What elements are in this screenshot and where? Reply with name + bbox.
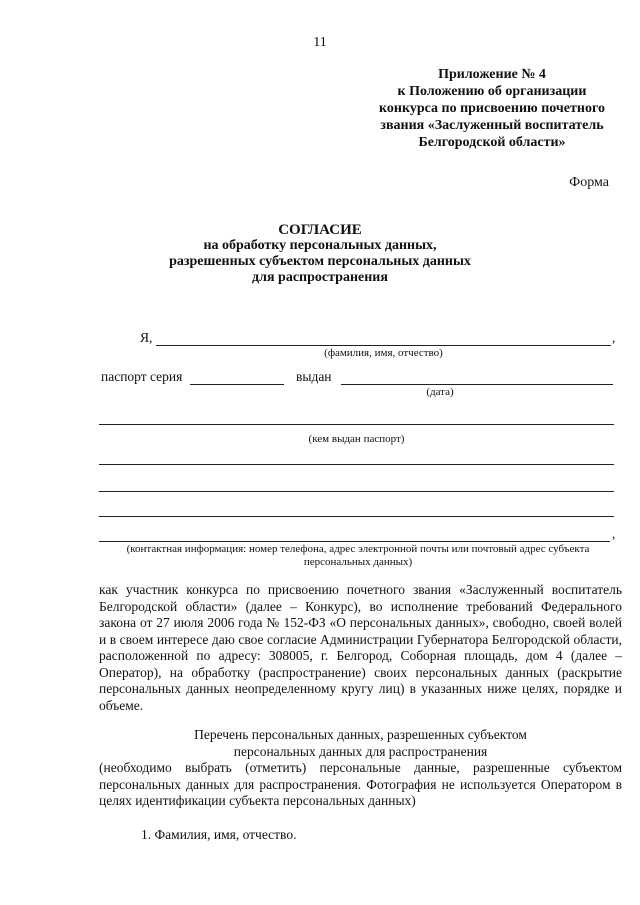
title-line: на обработку персональных данных, <box>203 238 437 253</box>
passport-series-label: паспорт серия <box>101 369 183 384</box>
form-label: Форма <box>569 175 609 190</box>
issued-by-caption: (кем выдан паспорт) <box>308 433 405 445</box>
contact-comma: , <box>612 526 616 541</box>
appendix-header <box>352 66 632 151</box>
title-main: СОГЛАСИЕ <box>278 222 362 238</box>
issued-date-field[interactable] <box>341 384 613 385</box>
contact-field-line[interactable] <box>99 491 614 492</box>
i-label: Я, <box>140 330 153 345</box>
list-heading <box>99 727 622 760</box>
appendix-line: звания «Заслуженный воспитатель <box>380 118 604 133</box>
contact-field-line[interactable] <box>99 541 610 542</box>
title-line: для распространения <box>252 270 388 285</box>
passport-series-field[interactable] <box>190 384 284 385</box>
document-title <box>0 222 640 286</box>
list-heading-line: Перечень персональных данных, разрешенных субъектом <box>194 727 527 742</box>
list-heading-line: персональных данных для распространения <box>233 743 488 759</box>
contact-caption <box>96 543 620 569</box>
name-caption: (фамилия, имя, отчество) <box>324 347 443 359</box>
contact-field-line[interactable] <box>99 464 614 465</box>
selection-note: (необходимо выбрать (отметить) персональные данные, разрешенные субъектом персональных данных для распространения. Фотография не используется Оператором в целях идентификации субъекта персональных данных) <box>99 760 622 808</box>
contact-caption-line: (контактная информация: номер телефона, адрес электронной почты или почтовый адрес субъекта <box>126 543 590 555</box>
date-caption: (дата) <box>426 386 454 398</box>
contact-caption-line: персональных данных) <box>303 556 413 568</box>
appendix-line: Белгородской области» <box>418 135 566 150</box>
issued-by-field[interactable] <box>99 424 614 425</box>
contact-field-line[interactable] <box>99 516 614 517</box>
appendix-line: конкурса по присвоению почетного <box>379 101 605 116</box>
consent-paragraph: как участник конкурса по присвоению почетного звания «Заслуженный воспитатель Белгородской области» (далее – Конкурс), во исполнение требований Федерального закона от 27 июля 2006 года № 152-ФЗ «О персональных данных», свободно, своей волей и в своем интересе даю свое согласие Администрации Губернатора Белгородской области, расположенной по адресу: 308005, г. Белгород, Соборная площадь, дом 4 (далее – Оператор), на обработку (распространение) своих персональных данных (раскрытие персональных данных неопределенному кругу лиц) в указанных ниже целях, порядке и объеме. <box>99 582 622 713</box>
appendix-number: Приложение № 4 <box>438 67 546 82</box>
list-item: 1. Фамилия, имя, отчество. <box>141 827 297 842</box>
appendix-line: к Положению об организации <box>397 84 587 99</box>
issued-label: выдан <box>296 369 332 384</box>
name-comma: , <box>612 330 616 345</box>
name-field[interactable] <box>156 345 611 346</box>
title-line: разрешенных субъектом персональных данных <box>169 254 471 269</box>
page-number: 11 <box>313 35 327 50</box>
